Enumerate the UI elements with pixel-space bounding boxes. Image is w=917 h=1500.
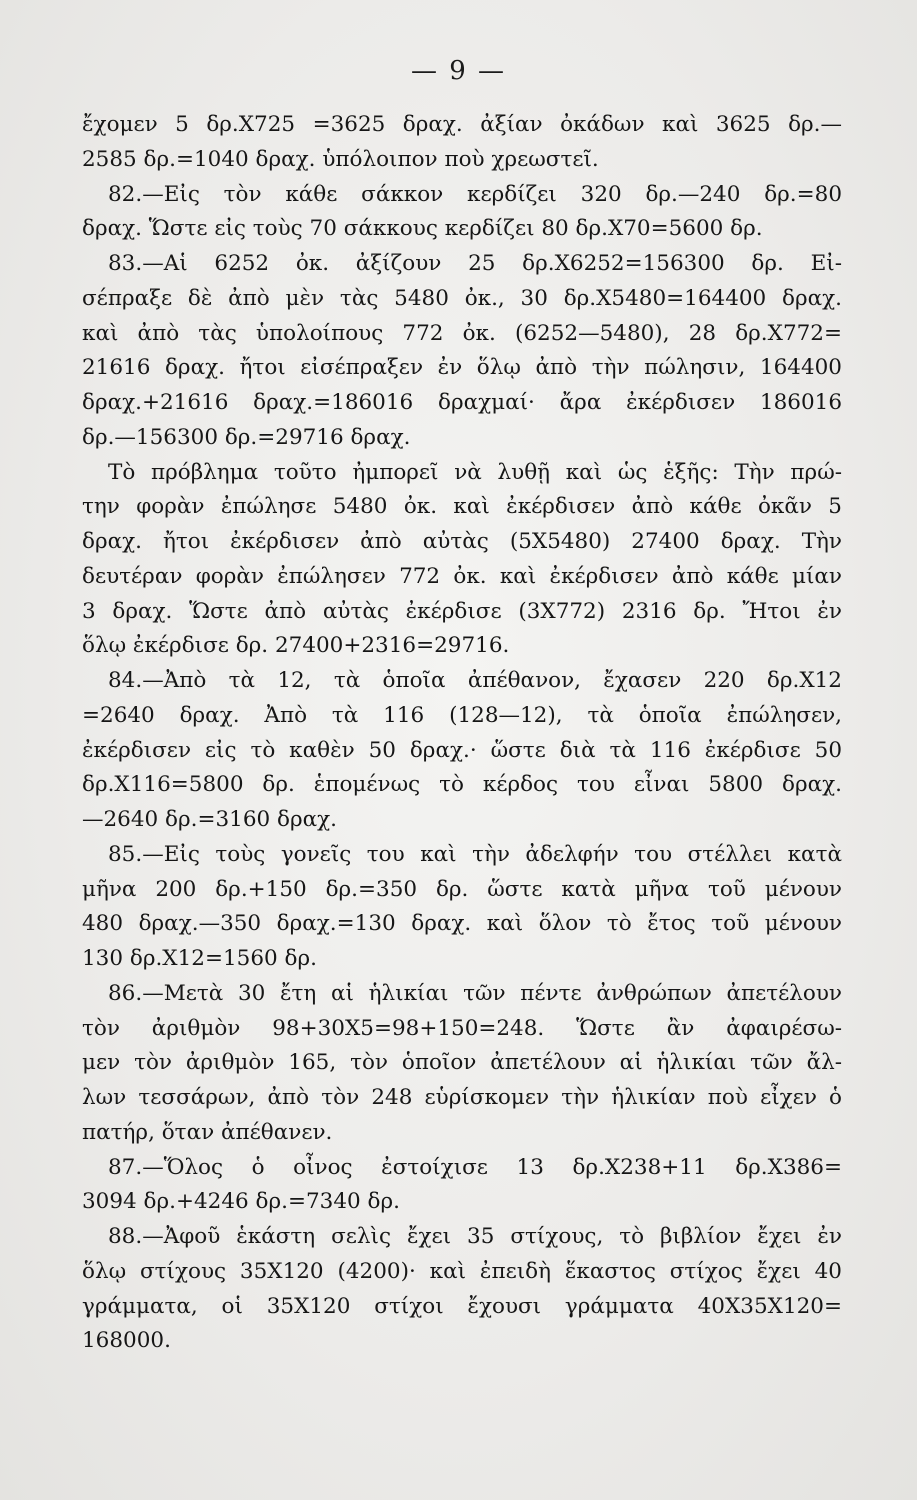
text-line: 82.—Εἰς τὸν κάθε σάκκον κερδίζει 320 δρ.—240 δρ.=80 [108, 181, 842, 207]
text-line: σέπραξε δὲ ἀπὸ μὲν τὰς 5480 ὀκ., 30 δρ.Χ5480=164400 δραχ. [82, 285, 842, 311]
text-line: 168000. [82, 1328, 171, 1354]
text-line: —2640 δρ.=3160 δραχ. [82, 807, 337, 832]
text-line: δραχ. ἤτοι ἐκέρδισεν ἀπὸ αὐτὰς (5Χ5480) 27400 δραχ. Τὴν [82, 529, 842, 554]
text-line: 83.—Αἱ 6252 ὀκ. ἀξίζουν 25 δρ.Χ6252=156300 δρ. Εἰ- [108, 251, 842, 276]
text-line: γράμματα, οἱ 35Χ120 στίχοι ἔχουσι γράμματα 40Χ35Χ120= [82, 1293, 842, 1319]
page-number: — 9 — [410, 56, 507, 86]
text-line: δρ.—156300 δρ.=29716 δραχ. [82, 424, 411, 450]
text-line: μῆνα 200 δρ.+150 δρ.=350 δρ. ὥστε κατὰ μῆνα τοῦ μένουν [82, 876, 842, 902]
text-line: 2585 δρ.=1040 δραχ. ὑπόλοιπον ποὺ χρεωστεῖ. [82, 146, 599, 172]
text-line: τὸν ἀριθμὸν 98+30Χ5=98+150=248. Ὥστε ἂν ἀφαιρέσω- [82, 1015, 842, 1041]
text-line: 84.—Ἀπὸ τὰ 12, τὰ ὁποῖα ἀπέθανον, ἔχασεν 220 δρ.Χ12 [108, 668, 842, 693]
text-line: καὶ ἀπὸ τὰς ὑπολοίπους 772 ὀκ. (6252—5480), 28 δρ.Χ772= [82, 320, 842, 346]
text-line: ὅλῳ ἐκέρδισε δρ. 27400+2316=29716. [82, 633, 510, 659]
text-line: Τὸ πρόβλημα τοῦτο ἠμπορεῖ νὰ λυθῇ καὶ ὡς ἑξῆς: Τὴν πρώ- [108, 459, 842, 485]
text-line: =2640 δραχ. Ἀπὸ τὰ 116 (128—12), τὰ ὁποῖα ἐπώλησεν, [82, 702, 842, 728]
text-line: δραχ. Ὥστε εἰς τοὺς 70 σάκκους κερδίζει 80 δρ.Χ70=5600 δρ. [82, 216, 763, 242]
text-line: δευτέραν φορὰν ἐπώλησεν 772 ὀκ. καὶ ἐκέρδισεν ἀπὸ κάθε μίαν [82, 563, 842, 589]
text-line: πατήρ, ὅταν ἀπέθανεν. [82, 1119, 333, 1145]
text-line: 88.—Ἀφοῦ ἑκάστη σελὶς ἔχει 35 στίχους, τὸ βιβλίον ἔχει ἐν [108, 1224, 842, 1249]
text-line: 21616 δραχ. ἤτοι εἰσέπραξεν ἐν ὅλῳ ἀπὸ τὴν πώλησιν, 164400 [82, 355, 842, 381]
text-line: δρ.Χ116=5800 δρ. ἑπομένως τὸ κέρδος του εἶναι 5800 δραχ. [82, 772, 842, 798]
text-line: 85.—Εἰς τοὺς γονεῖς του καὶ τὴν ἀδελφήν του στέλλει κατὰ [108, 841, 842, 867]
text-line: λων τεσσάρων, ἀπὸ τὸν 248 εὑρίσκομεν τὴν ἡλικίαν ποὺ εἶχεν ὁ [82, 1085, 842, 1110]
text-line: ὅλῳ στίχους 35Χ120 (4200)· καὶ ἐπειδὴ ἕκαστος στίχος ἔχει 40 [82, 1258, 842, 1284]
text-line: μεν τὸν ἀριθμὸν 165, τὸν ὁποῖον ἀπετέλουν αἱ ἡλικίαι τῶν ἄλ- [82, 1050, 842, 1076]
text-line: ἔχομεν 5 δρ.Χ725 =3625 δραχ. ἀξίαν ὀκάδων καὶ 3625 δρ.— [82, 112, 842, 137]
body-text [82, 108, 842, 1359]
text-line: την φορὰν ἐπώλησε 5480 ὀκ. καὶ ἐκέρδισεν ἀπὸ κάθε ὀκᾶν 5 [82, 494, 842, 520]
text-line: ἐκέρδισεν εἰς τὸ καθὲν 50 δραχ.· ὥστε διὰ τὰ 116 ἐκέρδισε 50 [82, 737, 842, 763]
text-line: 86.—Μετὰ 30 ἔτη αἱ ἡλικίαι τῶν πέντε ἀνθρώπων ἀπετέλουν [108, 980, 842, 1006]
text-line: 3 δραχ. Ὥστε ἀπὸ αὐτὰς ἐκέρδισε (3Χ772) 2316 δρ. Ἤτοι ἐν [82, 598, 842, 624]
text-line: δραχ.+21616 δραχ.=186016 δραχμαί· ἄρα ἐκέρδισεν 186016 [82, 390, 842, 415]
text-line: 3094 δρ.+4246 δρ.=7340 δρ. [82, 1189, 400, 1215]
text-line: 480 δραχ.—350 δραχ.=130 δραχ. καὶ ὅλον τὸ ἔτος τοῦ μένουν [82, 911, 842, 937]
text-line: 130 δρ.Χ12=1560 δρ. [82, 946, 317, 971]
text-line: 87.—Ὅλος ὁ οἶνος ἐστοίχισε 13 δρ.Χ238+11 δρ.Χ386= [108, 1154, 842, 1180]
